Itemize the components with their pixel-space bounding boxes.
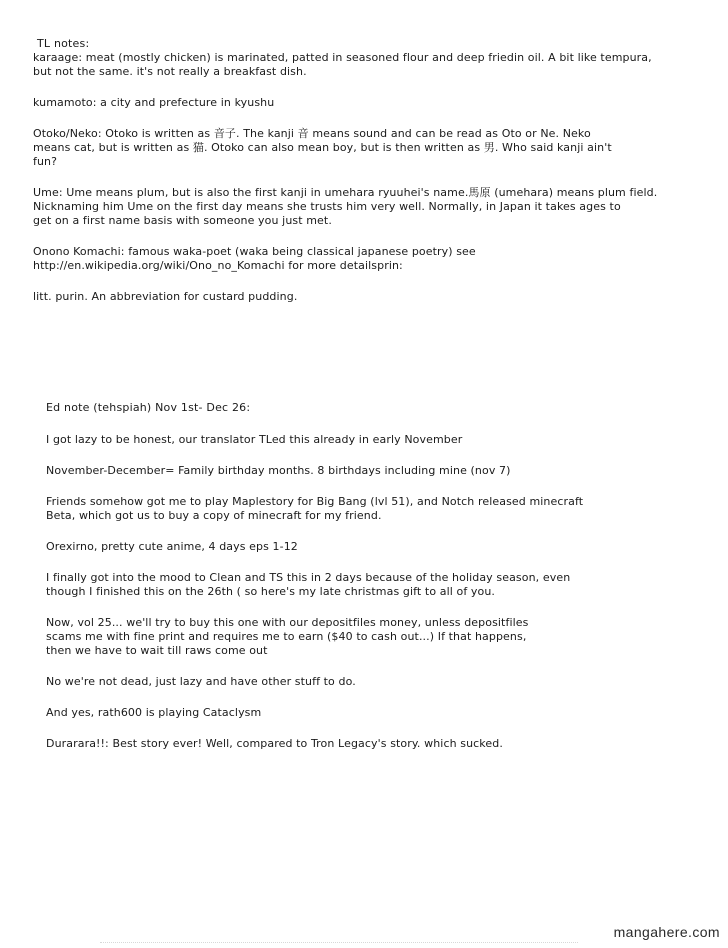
ed-note-clean-ts: I finally got into the mood to Clean and TS this in 2 days because of the holiday season, even though I finished this on the 26th ( so here's my late christmas gift to all of you. [46,571,571,598]
site-watermark: mangahere.com [613,924,720,940]
ed-notes-heading: Ed note (tehspiah) Nov 1st- Dec 26: [46,401,251,414]
tl-note-purin: litt. purin. An abbreviation for custard pudding. [33,290,298,303]
ed-note-durarara: Durarara!!: Best story ever! Well, compared to Tron Legacy's story. which sucked. [46,737,503,750]
tl-note-ume: Ume: Ume means plum, but is also the first kanji in umehara ryuuhei's name.馬原 (umehara) means plum field. Nicknaming him Ume on the first day means she trusts him very well. Normally, in Japan it takes ages to get on a first name basis with someone you just met. [33,186,658,227]
ed-note-lazy: I got lazy to be honest, our translator TLed this already in early November [46,433,463,446]
ed-note-not-dead: No we're not dead, just lazy and have other stuff to do. [46,675,356,688]
ed-note-cataclysm: And yes, rath600 is playing Cataclysm [46,706,262,719]
tl-notes-section [33,37,693,321]
ed-note-birthdays: November-December= Family birthday months. 8 birthdays including mine (nov 7) [46,464,511,477]
tl-note-kumamoto: kumamoto: a city and prefecture in kyushu [33,96,275,109]
tl-note-karaage: karaage: meat (mostly chicken) is marinated, patted in seasoned flour and deep friedin oil. A bit like tempura, but not the same. it's not really a breakfast dish. [33,51,652,78]
ed-note-vol25: Now, vol 25... we'll try to buy this one with our depositfiles money, unless depositfiles scams me with fine print and requires me to earn ($40 to cash out...) If that happens, then we have to wait till raws come out [46,616,529,657]
ed-note-maplestory: Friends somehow got me to play Maplestory for Big Bang (lvl 51), and Notch released minecraft Beta, which got us to buy a copy of minecraft for my friend. [46,495,584,522]
footer-divider [100,942,578,944]
tl-note-onono-komachi: Onono Komachi: famous waka-poet (waka being classical japanese poetry) see http://en.wikipedia.org/wiki/Ono_no_Komachi for more detailsprin: [33,245,476,272]
tl-note-otoko-neko: Otoko/Neko: Otoko is written as 音子. The kanji 音 means sound and can be read as Oto or Ne. Neko means cat, but is written as 猫. Otoko can also mean boy, but is then written as 男. Who said kanji ain't fun? [33,127,612,168]
tl-notes-heading: TL notes: [37,37,90,50]
ed-note-anime: Orexirno, pretty cute anime, 4 days eps 1-12 [46,540,298,553]
ed-notes-section [46,401,666,768]
